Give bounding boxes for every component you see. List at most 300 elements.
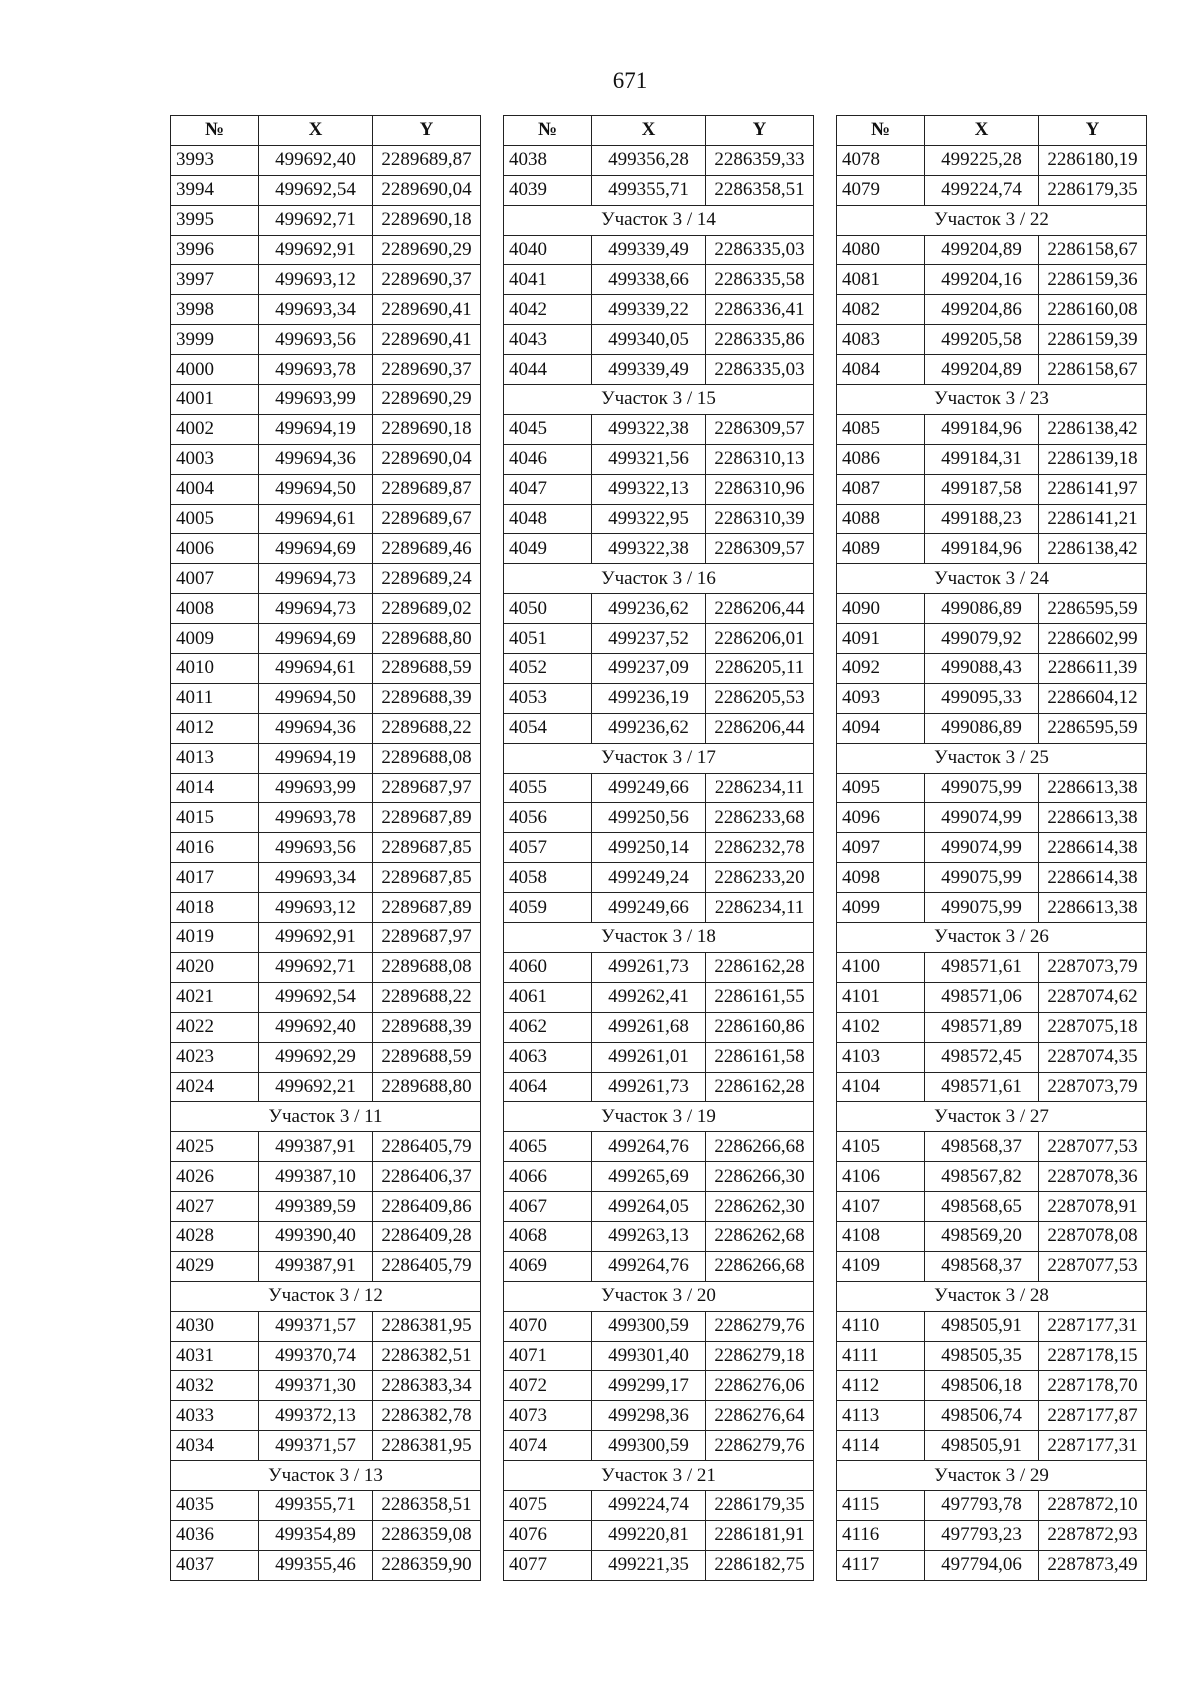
y-coordinate: 2289688,39 <box>373 1012 481 1042</box>
table-row <box>837 534 1147 564</box>
point-number: 4009 <box>171 624 259 654</box>
table-row <box>504 175 814 205</box>
x-coordinate: 499322,38 <box>592 414 706 444</box>
point-number: 4013 <box>171 743 259 773</box>
table-row <box>171 833 481 863</box>
y-coordinate: 2287178,70 <box>1039 1371 1147 1401</box>
point-number: 4037 <box>171 1550 259 1580</box>
point-number: 4059 <box>504 893 592 923</box>
table-row <box>504 474 814 504</box>
x-coordinate: 499300,59 <box>592 1311 706 1341</box>
table-row <box>504 1072 814 1102</box>
x-coordinate: 499693,34 <box>259 863 373 893</box>
table-row <box>504 145 814 175</box>
table-row <box>171 1490 481 1520</box>
table-row <box>504 803 814 833</box>
y-coordinate: 2286179,35 <box>706 1490 814 1520</box>
x-coordinate: 499694,19 <box>259 743 373 773</box>
table-row <box>504 534 814 564</box>
x-coordinate: 499264,76 <box>592 1251 706 1281</box>
section-title: Участок 3 / 27 <box>837 1102 1147 1132</box>
x-coordinate: 499249,66 <box>592 773 706 803</box>
x-coordinate: 499694,69 <box>259 624 373 654</box>
table-row <box>171 594 481 624</box>
y-coordinate: 2289689,46 <box>373 534 481 564</box>
x-coordinate: 499693,34 <box>259 295 373 325</box>
y-coordinate: 2286180,19 <box>1039 145 1147 175</box>
table-row <box>837 1221 1147 1251</box>
x-coordinate: 499371,57 <box>259 1311 373 1341</box>
y-coordinate: 2286266,68 <box>706 1251 814 1281</box>
y-coordinate: 2286279,76 <box>706 1311 814 1341</box>
table-row <box>837 295 1147 325</box>
point-number: 3996 <box>171 235 259 265</box>
table-row <box>171 444 481 474</box>
y-coordinate: 2289688,08 <box>373 952 481 982</box>
point-number: 4080 <box>837 235 925 265</box>
table-row <box>837 952 1147 982</box>
section-title: Участок 3 / 28 <box>837 1281 1147 1311</box>
table-row <box>837 1490 1147 1520</box>
table-row <box>171 1341 481 1371</box>
x-coordinate: 499694,36 <box>259 713 373 743</box>
point-number: 4047 <box>504 474 592 504</box>
section-title: Участок 3 / 23 <box>837 385 1147 415</box>
point-number: 4056 <box>504 803 592 833</box>
table-row <box>171 474 481 504</box>
section-row <box>171 1102 481 1132</box>
table-row <box>171 773 481 803</box>
table-row <box>504 1490 814 1520</box>
y-coordinate: 2286262,30 <box>706 1192 814 1222</box>
point-number: 4017 <box>171 863 259 893</box>
table-row <box>171 414 481 444</box>
point-number: 4030 <box>171 1311 259 1341</box>
table-row <box>171 145 481 175</box>
point-number: 4051 <box>504 624 592 654</box>
point-number: 3997 <box>171 265 259 295</box>
x-coordinate: 498567,82 <box>925 1162 1039 1192</box>
y-coordinate: 2289687,97 <box>373 773 481 803</box>
table-row <box>504 1520 814 1550</box>
y-coordinate: 2289690,18 <box>373 414 481 444</box>
y-coordinate: 2286309,57 <box>706 414 814 444</box>
point-number: 4028 <box>171 1221 259 1251</box>
table-row <box>504 1401 814 1431</box>
section-title: Участок 3 / 29 <box>837 1461 1147 1491</box>
table-row <box>171 1132 481 1162</box>
x-coordinate: 498568,65 <box>925 1192 1039 1222</box>
header-x: X <box>259 116 373 146</box>
point-number: 4084 <box>837 355 925 385</box>
point-number: 4020 <box>171 952 259 982</box>
coordinates-table-3 <box>836 115 1147 1581</box>
y-coordinate: 2286159,39 <box>1039 325 1147 355</box>
point-number: 4004 <box>171 474 259 504</box>
point-number: 4014 <box>171 773 259 803</box>
x-coordinate: 499354,89 <box>259 1520 373 1550</box>
x-coordinate: 499693,99 <box>259 385 373 415</box>
y-coordinate: 2286613,38 <box>1039 773 1147 803</box>
x-coordinate: 499088,43 <box>925 654 1039 684</box>
x-coordinate: 499086,89 <box>925 594 1039 624</box>
x-coordinate: 498506,74 <box>925 1401 1039 1431</box>
y-coordinate: 2289690,18 <box>373 205 481 235</box>
point-number: 4040 <box>504 235 592 265</box>
x-coordinate: 498505,35 <box>925 1341 1039 1371</box>
table-row <box>504 295 814 325</box>
point-number: 4029 <box>171 1251 259 1281</box>
table-row <box>504 1192 814 1222</box>
x-coordinate: 499225,28 <box>925 145 1039 175</box>
point-number: 4061 <box>504 982 592 1012</box>
x-coordinate: 499694,36 <box>259 444 373 474</box>
y-coordinate: 2286602,99 <box>1039 624 1147 654</box>
point-number: 4026 <box>171 1162 259 1192</box>
y-coordinate: 2286310,96 <box>706 474 814 504</box>
table-row <box>837 893 1147 923</box>
x-coordinate: 499075,99 <box>925 863 1039 893</box>
y-coordinate: 2289688,80 <box>373 624 481 654</box>
table-row <box>504 833 814 863</box>
table-row <box>504 952 814 982</box>
y-coordinate: 2286162,28 <box>706 1072 814 1102</box>
y-coordinate: 2286141,21 <box>1039 504 1147 534</box>
section-row <box>837 1461 1147 1491</box>
point-number: 3994 <box>171 175 259 205</box>
table-row <box>504 1550 814 1580</box>
x-coordinate: 498505,91 <box>925 1431 1039 1461</box>
y-coordinate: 2289687,97 <box>373 923 481 953</box>
table-row <box>171 923 481 953</box>
x-coordinate: 499301,40 <box>592 1341 706 1371</box>
point-number: 4108 <box>837 1221 925 1251</box>
point-number: 4023 <box>171 1042 259 1072</box>
y-coordinate: 2289688,59 <box>373 1042 481 1072</box>
point-number: 4055 <box>504 773 592 803</box>
y-coordinate: 2286158,67 <box>1039 355 1147 385</box>
x-coordinate: 499261,73 <box>592 1072 706 1102</box>
table-row <box>837 325 1147 355</box>
table-row <box>171 624 481 654</box>
section-title: Участок 3 / 11 <box>171 1102 481 1132</box>
table-row <box>837 1162 1147 1192</box>
x-coordinate: 499237,52 <box>592 624 706 654</box>
x-coordinate: 499262,41 <box>592 982 706 1012</box>
point-number: 4090 <box>837 594 925 624</box>
y-coordinate: 2287178,15 <box>1039 1341 1147 1371</box>
y-coordinate: 2286234,11 <box>706 893 814 923</box>
section-title: Участок 3 / 21 <box>504 1461 814 1491</box>
point-number: 4062 <box>504 1012 592 1042</box>
table-row <box>837 833 1147 863</box>
point-number: 4065 <box>504 1132 592 1162</box>
y-coordinate: 2286161,58 <box>706 1042 814 1072</box>
point-number: 4006 <box>171 534 259 564</box>
x-coordinate: 499693,99 <box>259 773 373 803</box>
y-coordinate: 2287872,10 <box>1039 1490 1147 1520</box>
x-coordinate: 499371,30 <box>259 1371 373 1401</box>
table-row <box>171 1520 481 1550</box>
point-number: 4116 <box>837 1520 925 1550</box>
point-number: 4042 <box>504 295 592 325</box>
y-coordinate: 2286359,08 <box>373 1520 481 1550</box>
point-number: 4005 <box>171 504 259 534</box>
x-coordinate: 499086,89 <box>925 713 1039 743</box>
x-coordinate: 499692,40 <box>259 145 373 175</box>
point-number: 4016 <box>171 833 259 863</box>
point-number: 4103 <box>837 1042 925 1072</box>
table-row <box>837 594 1147 624</box>
x-coordinate: 499692,71 <box>259 952 373 982</box>
x-coordinate: 499387,10 <box>259 1162 373 1192</box>
y-coordinate: 2287073,79 <box>1039 1072 1147 1102</box>
point-number: 4044 <box>504 355 592 385</box>
table-row <box>837 624 1147 654</box>
point-number: 4091 <box>837 624 925 654</box>
x-coordinate: 499693,56 <box>259 833 373 863</box>
x-coordinate: 499338,66 <box>592 265 706 295</box>
x-coordinate: 499692,91 <box>259 235 373 265</box>
y-coordinate: 2286205,11 <box>706 654 814 684</box>
table-row <box>837 803 1147 833</box>
y-coordinate: 2289687,89 <box>373 803 481 833</box>
x-coordinate: 499264,05 <box>592 1192 706 1222</box>
x-coordinate: 499224,74 <box>592 1490 706 1520</box>
table-row <box>837 1311 1147 1341</box>
table-row <box>504 1431 814 1461</box>
point-number: 4111 <box>837 1341 925 1371</box>
header-y: Y <box>373 116 481 146</box>
table-row <box>171 1012 481 1042</box>
y-coordinate: 2286138,42 <box>1039 534 1147 564</box>
point-number: 4057 <box>504 833 592 863</box>
point-number: 4050 <box>504 594 592 624</box>
y-coordinate: 2287075,18 <box>1039 1012 1147 1042</box>
header-number: № <box>171 116 259 146</box>
point-number: 4025 <box>171 1132 259 1162</box>
x-coordinate: 499236,62 <box>592 713 706 743</box>
point-number: 4082 <box>837 295 925 325</box>
x-coordinate: 499265,69 <box>592 1162 706 1192</box>
table-row <box>171 654 481 684</box>
x-coordinate: 499074,99 <box>925 833 1039 863</box>
y-coordinate: 2286234,11 <box>706 773 814 803</box>
section-row <box>837 385 1147 415</box>
y-coordinate: 2286158,67 <box>1039 235 1147 265</box>
point-number: 4104 <box>837 1072 925 1102</box>
x-coordinate: 499390,40 <box>259 1221 373 1251</box>
section-row <box>504 1461 814 1491</box>
table-header-row <box>171 116 481 146</box>
y-coordinate: 2287078,08 <box>1039 1221 1147 1251</box>
table-row <box>171 355 481 385</box>
table-row <box>171 713 481 743</box>
point-number: 4087 <box>837 474 925 504</box>
y-coordinate: 2286359,90 <box>373 1550 481 1580</box>
point-number: 4022 <box>171 1012 259 1042</box>
y-coordinate: 2286310,39 <box>706 504 814 534</box>
x-coordinate: 499321,56 <box>592 444 706 474</box>
y-coordinate: 2286381,95 <box>373 1431 481 1461</box>
table-row <box>171 1431 481 1461</box>
table-row <box>171 863 481 893</box>
table-row <box>504 325 814 355</box>
section-title: Участок 3 / 14 <box>504 205 814 235</box>
y-coordinate: 2286141,97 <box>1039 474 1147 504</box>
point-number: 4001 <box>171 385 259 415</box>
y-coordinate: 2286276,06 <box>706 1371 814 1401</box>
y-coordinate: 2289687,85 <box>373 863 481 893</box>
x-coordinate: 499693,78 <box>259 803 373 833</box>
table-row <box>837 1341 1147 1371</box>
y-coordinate: 2286233,20 <box>706 863 814 893</box>
y-coordinate: 2286335,03 <box>706 355 814 385</box>
table-row <box>171 295 481 325</box>
x-coordinate: 499261,68 <box>592 1012 706 1042</box>
table-row <box>837 1251 1147 1281</box>
section-title: Участок 3 / 20 <box>504 1281 814 1311</box>
x-coordinate: 499694,50 <box>259 683 373 713</box>
table-row <box>504 773 814 803</box>
y-coordinate: 2286276,64 <box>706 1401 814 1431</box>
x-coordinate: 499692,54 <box>259 982 373 1012</box>
x-coordinate: 499693,12 <box>259 893 373 923</box>
x-coordinate: 499694,19 <box>259 414 373 444</box>
point-number: 4035 <box>171 1490 259 1520</box>
point-number: 4076 <box>504 1520 592 1550</box>
table-row <box>504 1132 814 1162</box>
y-coordinate: 2286614,38 <box>1039 833 1147 863</box>
y-coordinate: 2286382,51 <box>373 1341 481 1371</box>
x-coordinate: 499322,13 <box>592 474 706 504</box>
point-number: 4069 <box>504 1251 592 1281</box>
table-row <box>171 265 481 295</box>
y-coordinate: 2289689,87 <box>373 145 481 175</box>
table-row <box>504 504 814 534</box>
y-coordinate: 2287873,49 <box>1039 1550 1147 1580</box>
y-coordinate: 2286139,18 <box>1039 444 1147 474</box>
table-row <box>171 683 481 713</box>
x-coordinate: 499249,24 <box>592 863 706 893</box>
point-number: 4071 <box>504 1341 592 1371</box>
point-number: 4053 <box>504 683 592 713</box>
point-number: 4034 <box>171 1431 259 1461</box>
point-number: 4038 <box>504 145 592 175</box>
x-coordinate: 499249,66 <box>592 893 706 923</box>
table-row <box>171 235 481 265</box>
header-y: Y <box>1039 116 1147 146</box>
point-number: 4096 <box>837 803 925 833</box>
y-coordinate: 2289688,59 <box>373 654 481 684</box>
x-coordinate: 498571,89 <box>925 1012 1039 1042</box>
x-coordinate: 499250,56 <box>592 803 706 833</box>
y-coordinate: 2286279,76 <box>706 1431 814 1461</box>
y-coordinate: 2286233,68 <box>706 803 814 833</box>
x-coordinate: 499205,58 <box>925 325 1039 355</box>
y-coordinate: 2286383,34 <box>373 1371 481 1401</box>
table-row <box>504 235 814 265</box>
table-row <box>504 1251 814 1281</box>
table-row <box>171 803 481 833</box>
x-coordinate: 499694,61 <box>259 654 373 684</box>
x-coordinate: 499299,17 <box>592 1371 706 1401</box>
point-number: 4024 <box>171 1072 259 1102</box>
point-number: 4046 <box>504 444 592 474</box>
y-coordinate: 2286279,18 <box>706 1341 814 1371</box>
point-number: 4019 <box>171 923 259 953</box>
y-coordinate: 2286359,33 <box>706 145 814 175</box>
point-number: 4011 <box>171 683 259 713</box>
table-row <box>171 564 481 594</box>
point-number: 4007 <box>171 564 259 594</box>
section-title: Участок 3 / 25 <box>837 743 1147 773</box>
point-number: 4000 <box>171 355 259 385</box>
table-row <box>171 893 481 923</box>
section-title: Участок 3 / 12 <box>171 1281 481 1311</box>
header-y: Y <box>706 116 814 146</box>
x-coordinate: 499692,91 <box>259 923 373 953</box>
x-coordinate: 499074,99 <box>925 803 1039 833</box>
section-row <box>504 205 814 235</box>
point-number: 4012 <box>171 713 259 743</box>
x-coordinate: 499355,71 <box>592 175 706 205</box>
table-row <box>504 863 814 893</box>
point-number: 4052 <box>504 654 592 684</box>
table-row <box>171 534 481 564</box>
y-coordinate: 2289690,41 <box>373 295 481 325</box>
table-row <box>837 414 1147 444</box>
y-coordinate: 2286179,35 <box>1039 175 1147 205</box>
table-row <box>171 1221 481 1251</box>
table-row <box>171 1401 481 1431</box>
x-coordinate: 497794,06 <box>925 1550 1039 1580</box>
y-coordinate: 2289687,89 <box>373 893 481 923</box>
section-title: Участок 3 / 15 <box>504 385 814 415</box>
x-coordinate: 498568,37 <box>925 1132 1039 1162</box>
table-row <box>837 235 1147 265</box>
y-coordinate: 2287074,35 <box>1039 1042 1147 1072</box>
y-coordinate: 2287177,31 <box>1039 1431 1147 1461</box>
point-number: 4070 <box>504 1311 592 1341</box>
x-coordinate: 499694,73 <box>259 594 373 624</box>
table-row <box>837 1401 1147 1431</box>
x-coordinate: 498571,61 <box>925 952 1039 982</box>
point-number: 4093 <box>837 683 925 713</box>
y-coordinate: 2289689,87 <box>373 474 481 504</box>
x-coordinate: 499184,96 <box>925 534 1039 564</box>
y-coordinate: 2286161,55 <box>706 982 814 1012</box>
y-coordinate: 2286309,57 <box>706 534 814 564</box>
section-title: Участок 3 / 18 <box>504 923 814 953</box>
y-coordinate: 2286162,28 <box>706 952 814 982</box>
table-row <box>504 654 814 684</box>
x-coordinate: 499372,13 <box>259 1401 373 1431</box>
section-row <box>837 1281 1147 1311</box>
y-coordinate: 2286405,79 <box>373 1251 481 1281</box>
header-x: X <box>925 116 1039 146</box>
point-number: 4078 <box>837 145 925 175</box>
point-number: 3999 <box>171 325 259 355</box>
y-coordinate: 2289690,29 <box>373 235 481 265</box>
header-number: № <box>504 116 592 146</box>
x-coordinate: 499340,05 <box>592 325 706 355</box>
x-coordinate: 499693,78 <box>259 355 373 385</box>
y-coordinate: 2287074,62 <box>1039 982 1147 1012</box>
y-coordinate: 2287073,79 <box>1039 952 1147 982</box>
y-coordinate: 2286358,51 <box>373 1490 481 1520</box>
y-coordinate: 2286335,58 <box>706 265 814 295</box>
